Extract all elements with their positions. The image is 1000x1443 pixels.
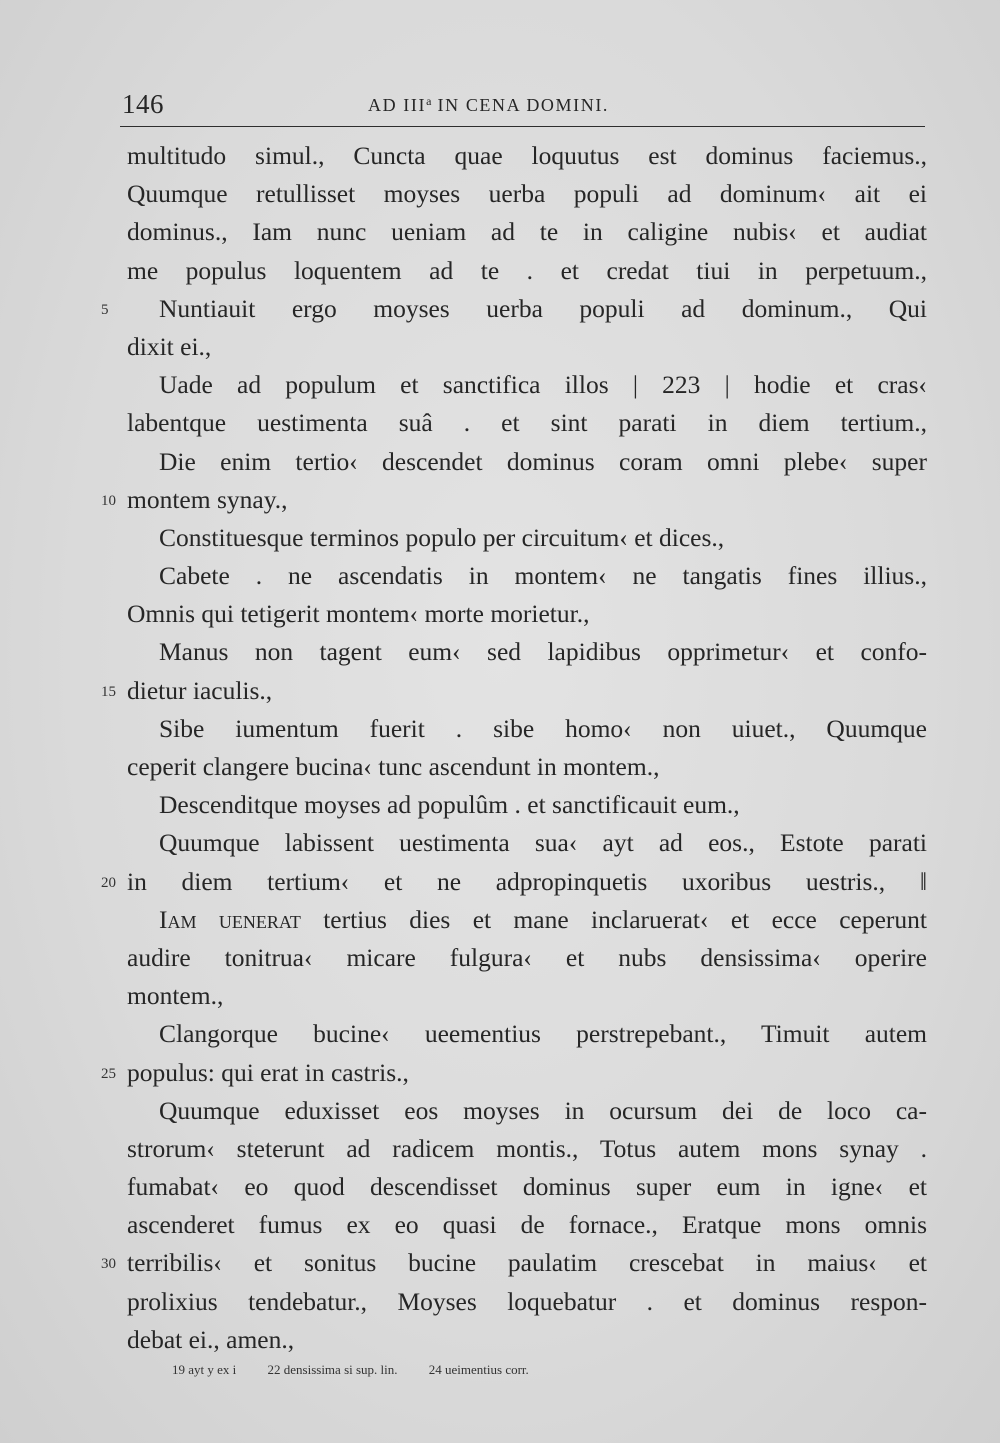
text-line <box>127 824 927 862</box>
text-line <box>127 557 927 595</box>
line-text: Constituesque terminos populo per circuitum‹ et dices., <box>159 522 725 552</box>
text-line <box>127 1321 927 1359</box>
page-number: 146 <box>122 89 164 119</box>
text-line <box>127 213 927 251</box>
text-line <box>127 710 927 748</box>
text-line <box>127 252 927 290</box>
running-head-post: IN CENA DOMINI. <box>431 95 610 115</box>
text-line <box>101 672 927 710</box>
line-text: Omnis qui tetigerit montem‹ morte morietur., <box>127 599 590 629</box>
line-text: strorum‹ steterunt ad radicem montis., Totus autem mons synay . <box>127 1133 927 1163</box>
running-head <box>368 94 609 116</box>
text-line <box>101 863 927 901</box>
text-line <box>127 137 927 175</box>
line-text: labentque uestimenta suâ . et sint parati in diem tertium., <box>127 408 927 438</box>
text-line <box>101 1054 927 1092</box>
text-line <box>127 1168 927 1206</box>
text-line <box>127 175 927 213</box>
text-line <box>101 1244 927 1282</box>
line-text: ascenderet fumus ex eo quasi de fornace., Eratque mons omnis <box>127 1210 927 1240</box>
line-text: Quumque labissent uestimenta sua‹ ayt ad eos., Estote parati <box>159 828 927 858</box>
line-text: montem., <box>127 981 224 1011</box>
line-text: Die enim tertio‹ descendet dominus coram omni plebe‹ super <box>159 446 927 476</box>
text-line <box>127 328 927 366</box>
text-line <box>127 519 927 557</box>
line-text: tertius dies et mane inclaruerat‹ et ecce ceperunt <box>300 904 927 934</box>
line-text: Uade ad populum et sanctifica illos | 223 | hodie et cras‹ <box>159 370 927 400</box>
line-text: Clangorque bucine‹ ueementius perstrepebant., Timuit autem <box>159 1019 927 1049</box>
line-text: debat ei., amen., <box>127 1324 295 1354</box>
footnote: 24 ueimentius corr. <box>428 1362 529 1377</box>
line-text: Sibe iumentum fuerit . sibe homo‹ non uiuet., Quumque <box>159 713 927 743</box>
running-head-pre: AD III <box>368 95 427 115</box>
line-number: 25 <box>101 1065 116 1082</box>
text-line <box>127 901 927 939</box>
line-text: terribilis‹ et sonitus bucine paulatim crescebat in maius‹ et <box>127 1248 927 1278</box>
text-line <box>127 977 927 1015</box>
footnote: 22 densissima si sup. lin. <box>267 1362 398 1377</box>
footnotes <box>172 1362 557 1378</box>
line-text: Quumque retullisset moyses uerba populi ad dominum‹ ait ei <box>127 179 927 209</box>
line-number: 5 <box>101 301 109 318</box>
line-text: dixit ei., <box>127 331 212 361</box>
text-line <box>127 1015 927 1053</box>
line-text: prolixius tendebatur., Moyses loquebatur . et dominus respon- <box>127 1286 927 1316</box>
running-head-sup: a <box>426 94 432 108</box>
body-text <box>101 137 927 1359</box>
line-text: fumabat‹ eo quod descendisset dominus super eum in igne‹ et <box>127 1172 927 1202</box>
line-text: Nuntiauit ergo moyses uerba populi ad dominum., Qui <box>159 293 927 323</box>
text-line <box>101 290 927 328</box>
line-text: ceperit clangere bucina‹ tunc ascendunt in montem., <box>127 752 660 781</box>
line-text: me populus loquentem ad te . et credat tiui in perpetuum., <box>127 255 927 285</box>
line-text: Quumque eduxisset eos moyses in ocursum dei de loco ca- <box>159 1095 927 1125</box>
line-number: 10 <box>101 492 116 509</box>
page-header <box>120 86 925 127</box>
text-line <box>127 786 927 824</box>
text-line <box>127 748 927 786</box>
line-text: multitudo simul., Cuncta quae loquutus est dominus faciemus., <box>127 141 927 170</box>
text-line <box>127 404 927 442</box>
line-text: audire tonitrua‹ micare fulgura‹ et nubs densissima‹ operire <box>127 942 927 972</box>
text-line <box>127 595 927 633</box>
line-text: dominus., Iam nunc ueniam ad te in caligine nubis‹ et audiat <box>127 217 927 247</box>
text-line <box>127 366 927 404</box>
text-line <box>127 1130 927 1168</box>
small-caps-opening: Iam uenerat <box>159 904 301 934</box>
text-line <box>127 1283 927 1321</box>
text-line <box>127 443 927 481</box>
text-line <box>101 481 927 519</box>
line-text: montem synay., <box>127 484 288 514</box>
line-text: Descenditque moyses ad populûm . et sanctificauit eum., <box>159 790 740 820</box>
text-line <box>127 939 927 977</box>
line-number: 15 <box>101 683 116 700</box>
line-number: 30 <box>101 1256 116 1273</box>
line-number: 20 <box>101 874 116 891</box>
line-text: Cabete . ne ascendatis in montem‹ ne tangatis fines illius., <box>159 561 927 591</box>
line-text: in diem tertium‹ et ne adpropinquetis uxoribus uestris., ‖ <box>127 866 927 896</box>
line-text: populus: qui erat in castris., <box>127 1057 409 1087</box>
line-text: Manus non tagent eum‹ sed lapidibus opprimetur‹ et confo- <box>159 637 927 667</box>
text-line <box>127 1206 927 1244</box>
text-line <box>127 633 927 671</box>
text-line <box>127 1092 927 1130</box>
footnote: 19 ayt y ex i <box>172 1362 237 1377</box>
line-text: dietur iaculis., <box>127 675 273 705</box>
